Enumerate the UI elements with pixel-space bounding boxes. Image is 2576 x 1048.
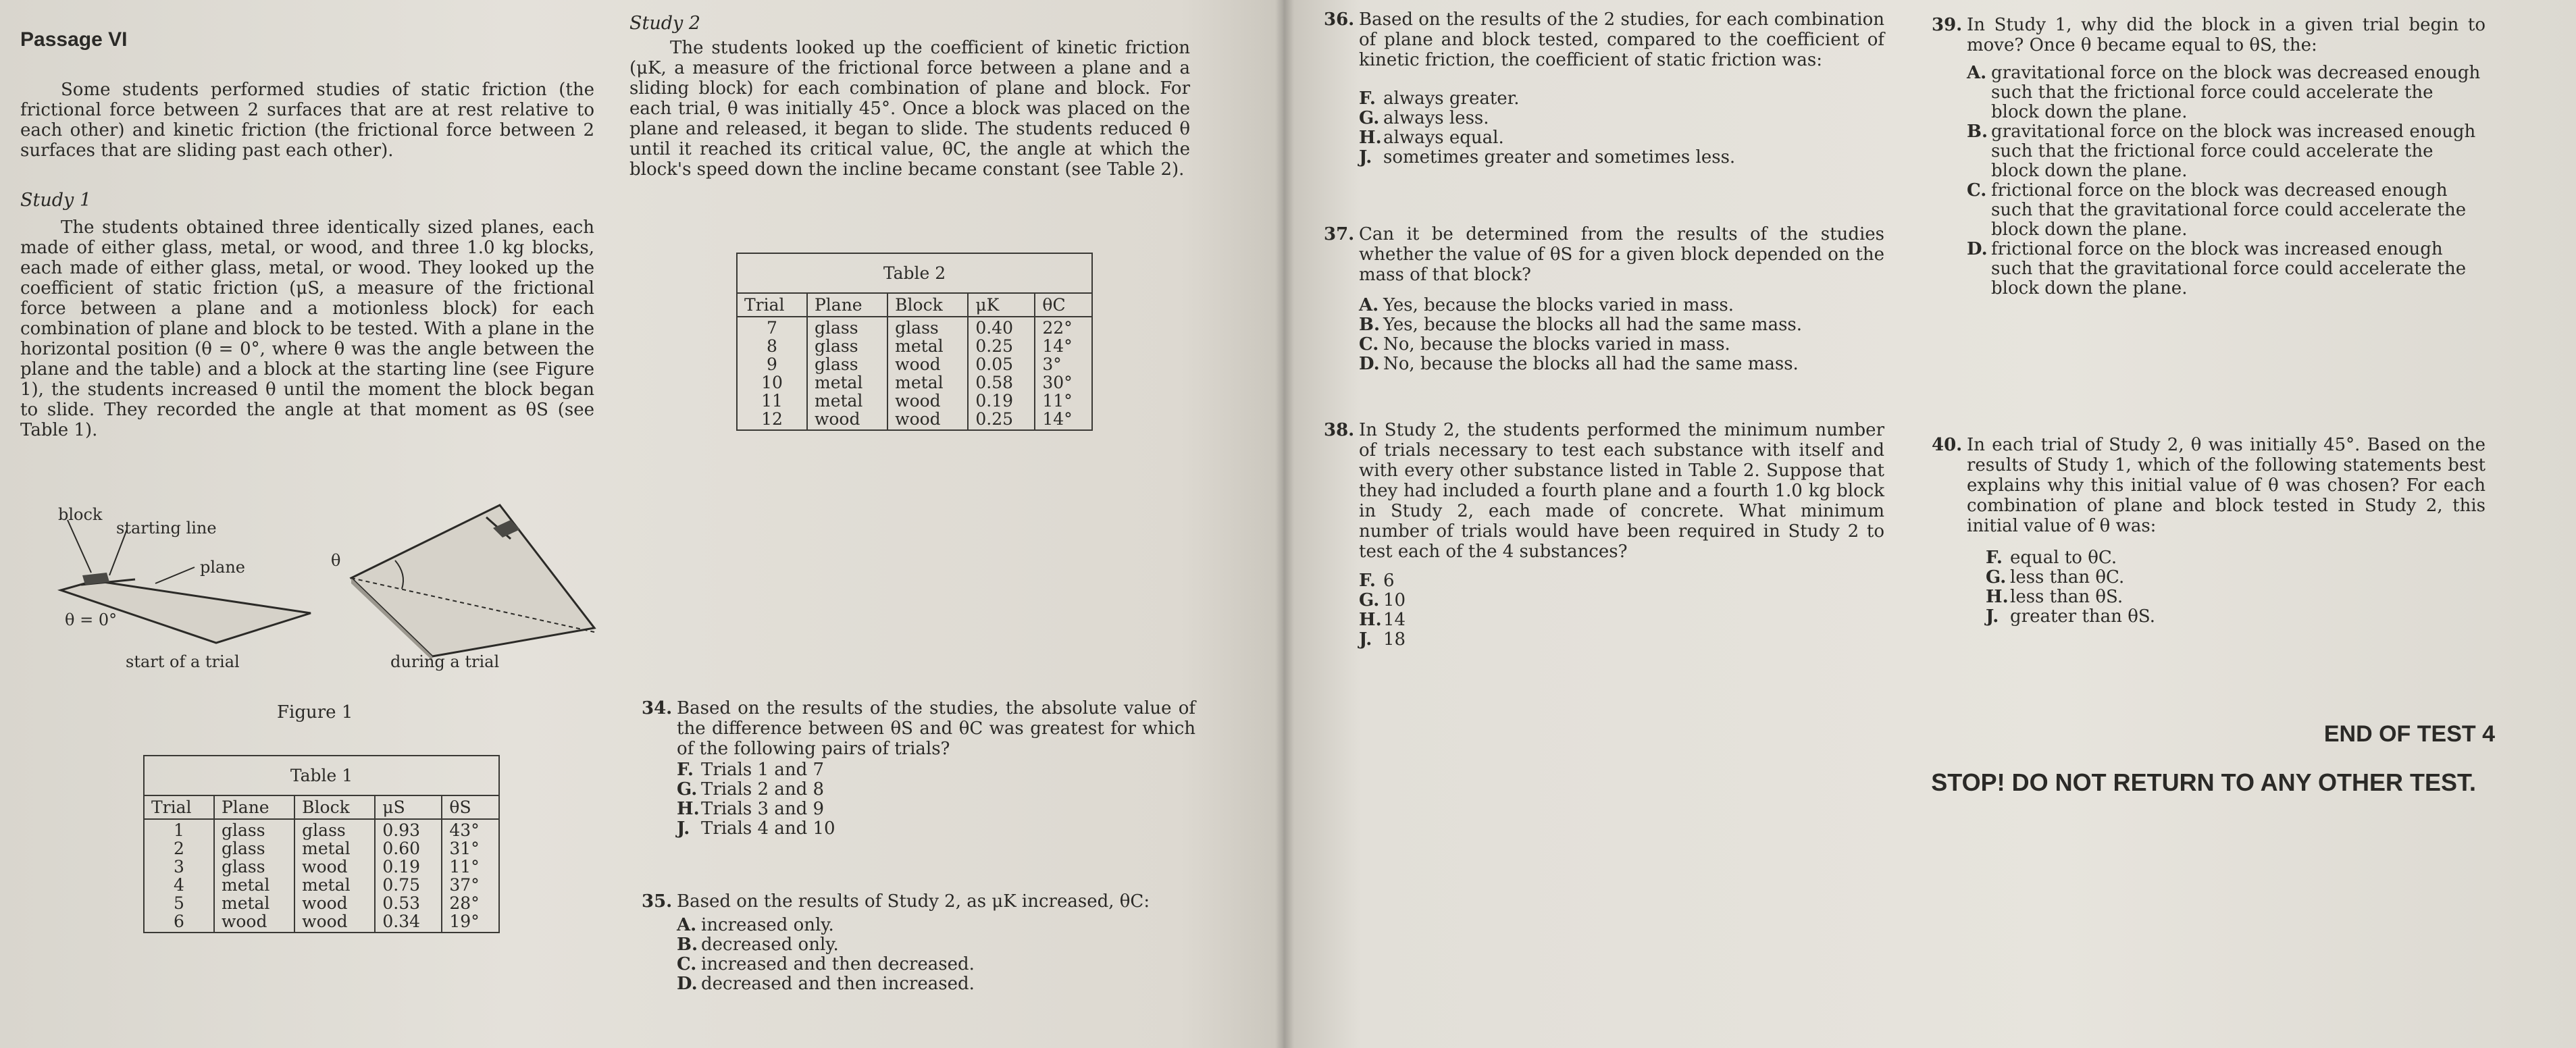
table2-header: θC bbox=[1035, 293, 1092, 317]
table1-header: Trial bbox=[144, 795, 214, 819]
table1-header: Plane bbox=[214, 795, 294, 819]
table2-cell: wood bbox=[814, 409, 860, 429]
answer-choice[interactable]: C. No, because the blocks varied in mass. bbox=[1359, 334, 1730, 355]
question-stem: Based on the results of Study 2, as μK increased, θC: bbox=[677, 891, 1150, 912]
answer-choice[interactable]: C. frictional force on the block was decreased enough such that the gravitational force could accelerate the block down the plane. bbox=[1967, 180, 2467, 240]
table1-header: μS bbox=[375, 795, 442, 819]
table1-cell: 4 bbox=[174, 875, 184, 895]
question-number: 37. bbox=[1324, 224, 1355, 244]
answer-choice[interactable]: F. Trials 1 and 7 bbox=[677, 760, 825, 780]
table2-cell: 12 bbox=[761, 409, 783, 429]
table1-col-theta bbox=[442, 819, 499, 933]
table2-body-row bbox=[737, 317, 1092, 430]
table1-col-block bbox=[294, 819, 375, 933]
table2-title: Table 2 bbox=[737, 253, 1092, 293]
table2-cell: 0.25 bbox=[975, 336, 1014, 356]
question-38 bbox=[1324, 420, 1884, 650]
question-stem: In Study 1, why did the block in a given trial begin to move? Once θ became equal to θS, the: bbox=[1967, 15, 2485, 55]
table2-col-mu bbox=[968, 317, 1035, 430]
passage-intro: Some students performed studies of static friction (the frictional force between 2 surfaces that are at rest relative to each other) and kinetic friction (the frictional force between 2 surfaces that are sliding past each other). bbox=[20, 80, 594, 161]
table1-header-row bbox=[144, 795, 499, 819]
table1-cell: wood bbox=[302, 893, 348, 913]
table1-cell: wood bbox=[221, 912, 267, 931]
question-36 bbox=[1324, 9, 1884, 167]
passage-column bbox=[20, 30, 594, 440]
answer-choice[interactable]: J. 18 bbox=[1359, 629, 1406, 650]
answer-choice[interactable]: D. frictional force on the block was increased enough such that the gravitational force could accelerate the block down the plane. bbox=[1967, 239, 2467, 298]
answer-choice[interactable]: G. less than θC. bbox=[1986, 567, 2125, 587]
table1-cell: wood bbox=[302, 912, 348, 931]
question-stem: Can it be determined from the results of the studies whether the value of θS for a given block depended on the mass of that block? bbox=[1359, 224, 1884, 285]
answer-choice[interactable]: H. 14 bbox=[1359, 610, 1406, 630]
label-block: block bbox=[58, 505, 103, 524]
table2-cell: 0.19 bbox=[975, 391, 1014, 411]
answer-choice[interactable]: G. Trials 2 and 8 bbox=[677, 779, 825, 800]
question-37 bbox=[1324, 224, 1884, 374]
question-number: 34. bbox=[642, 698, 673, 718]
table2-col-trial bbox=[737, 317, 807, 430]
question-number: 36. bbox=[1324, 9, 1355, 30]
answer-choice[interactable]: H. less than θS. bbox=[1986, 587, 2123, 607]
label-theta-zero: θ = 0° bbox=[65, 610, 118, 629]
table1-cell: 11° bbox=[449, 857, 480, 876]
stop-notice: STOP! DO NOT RETURN TO ANY OTHER TEST. bbox=[1931, 768, 2476, 796]
answer-choice[interactable]: C. increased and then decreased. bbox=[677, 954, 975, 974]
answer-choice[interactable]: J. greater than θS. bbox=[1986, 606, 2155, 627]
table2-cell: wood bbox=[895, 409, 941, 429]
study1-title: Study 1 bbox=[20, 190, 92, 211]
answer-choice[interactable]: G. always less. bbox=[1359, 108, 1489, 128]
table2-cell: 0.25 bbox=[975, 409, 1014, 429]
table2-cell: 14° bbox=[1042, 336, 1073, 356]
table1-cell: 0.53 bbox=[382, 893, 421, 913]
table1-cell: 0.75 bbox=[382, 875, 421, 895]
label-start-of-trial: start of a trial bbox=[126, 652, 240, 671]
table2 bbox=[736, 253, 1093, 431]
table1-header: θS bbox=[442, 795, 499, 819]
table2-cell: 9 bbox=[767, 355, 777, 374]
question-number: 38. bbox=[1324, 420, 1355, 440]
table2-cell: 30° bbox=[1042, 373, 1073, 392]
answer-choice[interactable]: H. always equal. bbox=[1359, 128, 1504, 148]
table1-cell: 2 bbox=[174, 839, 184, 858]
label-starting-line: starting line bbox=[116, 519, 217, 538]
answer-choice[interactable]: F. always greater. bbox=[1359, 88, 1520, 109]
answer-choice[interactable]: D. No, because the blocks all had the same mass. bbox=[1359, 354, 1799, 374]
table2-cell: 8 bbox=[767, 336, 777, 356]
study1-text: The students obtained three identically sized planes, each made of either glass, metal, or wood, and three 1.0 kg blocks, each made of either glass, metal, or wood. They looked up the coefficient of static friction (μS, a measure of the frictional force between a plane and a motionless block) for each combination of plane and block to be tested. With a plane in the horizontal position (θ = 0°, where θ was the angle between the plane and the table) and a block at the starting line (see Figure 1), the students increased θ until the moment the block began to slide. They recorded the angle at that moment as θS (see Table 1). bbox=[20, 217, 594, 440]
table1-cell: 5 bbox=[174, 893, 184, 913]
table1 bbox=[143, 755, 500, 933]
end-of-test: END OF TEST 4 bbox=[2323, 721, 2495, 747]
table2-header: Block bbox=[887, 293, 968, 317]
table2-cell: 14° bbox=[1042, 409, 1073, 429]
table2-cell: 0.05 bbox=[975, 355, 1014, 374]
table1-header: Block bbox=[294, 795, 375, 819]
table1-title: Table 1 bbox=[144, 756, 499, 795]
table2-cell: 0.58 bbox=[975, 373, 1014, 392]
answer-choice[interactable]: B. Yes, because the blocks all had the same mass. bbox=[1359, 315, 1803, 335]
answer-choice[interactable]: A. gravitational force on the block was decreased enough such that the frictional force could accelerate the block down the plane. bbox=[1967, 63, 2481, 122]
figure1-caption: Figure 1 bbox=[277, 702, 353, 723]
passage-title: Passage VI bbox=[20, 28, 128, 51]
table2-cell: glass bbox=[814, 318, 858, 338]
label-during-trial: during a trial bbox=[390, 652, 500, 671]
table2-cell: 7 bbox=[767, 318, 777, 338]
table2-cell: wood bbox=[895, 391, 941, 411]
table2-cell: metal bbox=[895, 373, 944, 392]
table2-header-row bbox=[737, 293, 1092, 317]
table2-cell: 3° bbox=[1042, 355, 1062, 374]
table1-cell: glass bbox=[221, 839, 265, 858]
table2-cell: glass bbox=[814, 336, 858, 356]
table1-col-trial bbox=[144, 819, 214, 933]
table1-cell: glass bbox=[221, 857, 265, 876]
answer-choice[interactable]: H. Trials 3 and 9 bbox=[677, 799, 825, 819]
table1-cell: glass bbox=[302, 820, 346, 840]
table2-cell: 11° bbox=[1042, 391, 1073, 411]
table2-header: μK bbox=[968, 293, 1035, 317]
label-theta: θ bbox=[331, 551, 341, 570]
answer-choice[interactable]: A. Yes, because the blocks varied in mass. bbox=[1359, 295, 1734, 315]
pointer-block bbox=[68, 520, 91, 573]
table2-cell: glass bbox=[895, 318, 939, 338]
study2-column bbox=[629, 14, 1190, 180]
table1-cell: 0.19 bbox=[382, 857, 421, 876]
table1-cell: 31° bbox=[449, 839, 480, 858]
table1-cell: 6 bbox=[174, 912, 184, 931]
table1-cell: 3 bbox=[174, 857, 184, 876]
table1-cell: 43° bbox=[449, 820, 480, 840]
table1-cell: metal bbox=[221, 875, 270, 895]
table1-col-mu bbox=[375, 819, 442, 933]
table2-cell: 10 bbox=[761, 373, 783, 392]
table2-cell: wood bbox=[895, 355, 941, 374]
question-stem: Based on the results of the 2 studies, for each combination of plane and block tested, compared to the coefficient of kinetic friction, the coefficient of static friction was: bbox=[1359, 9, 1884, 70]
table1-cell: 1 bbox=[174, 820, 184, 840]
question-stem: In Study 2, the students performed the minimum number of trials necessary to test each substance with itself and with every other substance listed in Table 2. Suppose that they had included a fourth plane and a fourth 1.0 kg block in Study 2, each made of concrete. What minimum number of trials would have been required in Study 2 to test each of the 4 substances? bbox=[1359, 420, 1884, 562]
table1-cell: 0.93 bbox=[382, 820, 421, 840]
question-34 bbox=[642, 698, 1195, 839]
answer-choice[interactable]: G. 10 bbox=[1359, 590, 1406, 610]
answer-choice[interactable]: A. increased only. bbox=[677, 915, 834, 935]
answer-choice[interactable]: B. decreased only. bbox=[677, 935, 839, 955]
table1-cell: glass bbox=[221, 820, 265, 840]
table1-cell: metal bbox=[221, 893, 270, 913]
table1-cell: 0.34 bbox=[382, 912, 421, 931]
label-plane: plane bbox=[200, 558, 246, 577]
question-stem: In each trial of Study 2, θ was initially 45°. Based on the results of Study 1, which of the following statements best explains why this initial value of θ was chosen? For each combination of plane and block tested in Study 2, this initial value of θ was: bbox=[1967, 435, 2485, 536]
table2-cell: metal bbox=[814, 373, 863, 392]
table2-cell: metal bbox=[814, 391, 863, 411]
tilted-plane bbox=[351, 505, 594, 656]
book-spine bbox=[1275, 0, 1294, 1048]
table2-col-block bbox=[887, 317, 968, 430]
question-stem: Based on the results of the studies, the absolute value of the difference between θS and θC was greatest for which of the following pairs of trials? bbox=[677, 698, 1195, 759]
table2-cell: glass bbox=[814, 355, 858, 374]
table2-cell: 11 bbox=[761, 391, 783, 411]
table1-cell: 0.60 bbox=[382, 839, 421, 858]
study2-title: Study 2 bbox=[629, 13, 701, 34]
answer-choice[interactable]: J. sometimes greater and sometimes less. bbox=[1359, 147, 1736, 167]
question-number: 39. bbox=[1932, 15, 1963, 35]
question-number: 35. bbox=[642, 891, 673, 912]
answer-choice[interactable]: J. Trials 4 and 10 bbox=[677, 818, 835, 839]
table2-cell: 22° bbox=[1042, 318, 1073, 338]
table2-header: Plane bbox=[807, 293, 887, 317]
table1-body-row bbox=[144, 819, 499, 933]
table1-cell: metal bbox=[302, 875, 351, 895]
table2-cell: 0.40 bbox=[975, 318, 1014, 338]
question-39 bbox=[1932, 15, 2485, 298]
table1-cell: metal bbox=[302, 839, 351, 858]
question-number: 40. bbox=[1932, 435, 1963, 455]
table1-cell: 19° bbox=[449, 912, 480, 931]
table1-col-plane bbox=[214, 819, 294, 933]
study2-text: The students looked up the coefficient of kinetic friction (μK, a measure of the frictional force between a plane and a sliding block) for each combination of plane and block. For each trial, θ was initially 45°. Once a block was placed on the plane and released, it began to slide. The students reduced θ until it reached its critical value, θC, the angle at which the block's speed down the incline became constant (see Table 2). bbox=[629, 38, 1190, 180]
pointer-plane bbox=[155, 567, 195, 583]
table2-header: Trial bbox=[737, 293, 807, 317]
table2-col-plane bbox=[807, 317, 887, 430]
question-40 bbox=[1932, 435, 2485, 627]
table1-cell: 37° bbox=[449, 875, 480, 895]
table1-cell: 28° bbox=[449, 893, 480, 913]
table2-cell: metal bbox=[895, 336, 944, 356]
answer-choice[interactable]: F. equal to θC. bbox=[1986, 548, 2117, 568]
question-35 bbox=[642, 891, 1195, 994]
answer-choice[interactable]: F. 6 bbox=[1359, 571, 1395, 591]
answer-choice[interactable]: D. decreased and then increased. bbox=[677, 974, 975, 994]
table2-col-theta bbox=[1035, 317, 1092, 430]
table1-cell: wood bbox=[302, 857, 348, 876]
answer-choice[interactable]: B. gravitational force on the block was increased enough such that the frictional force could accelerate the block down the plane. bbox=[1967, 122, 2476, 181]
